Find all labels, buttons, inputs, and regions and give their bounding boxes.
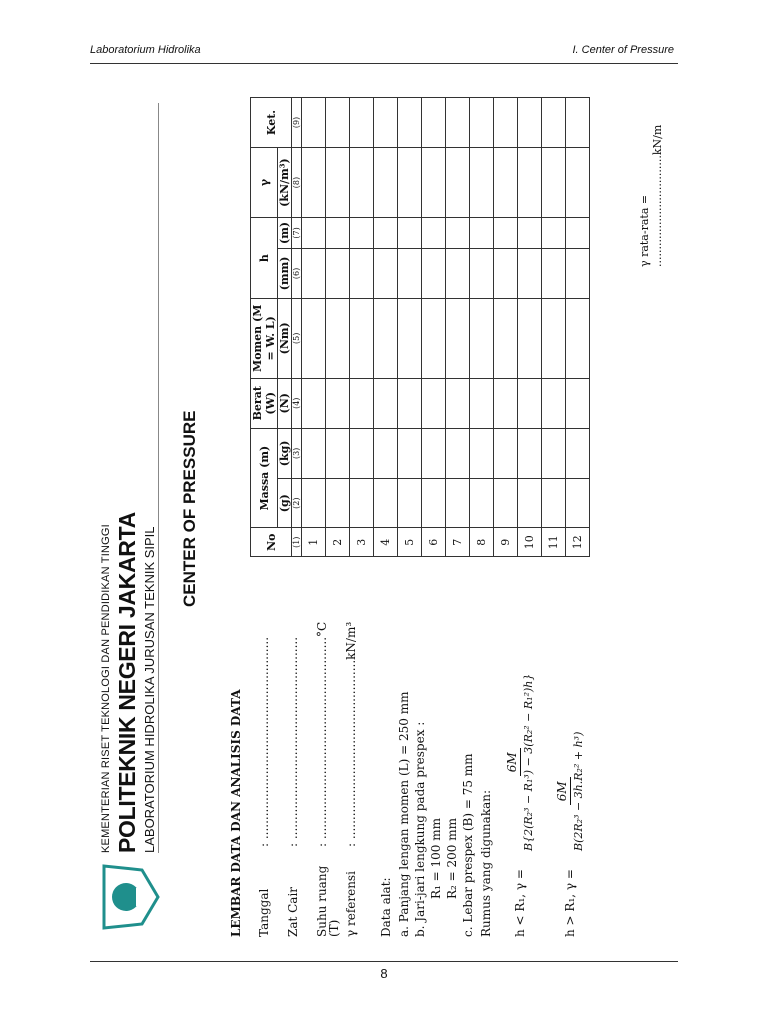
form-section	[230, 602, 592, 937]
data-cell[interactable]	[374, 218, 398, 249]
unit-knm3: (kN/m³)	[278, 148, 292, 218]
data-cell[interactable]	[398, 478, 422, 528]
running-header-right: I. Center of Pressure	[572, 44, 674, 56]
unit-nm: (Nm)	[278, 299, 292, 379]
col-h: h	[251, 218, 278, 299]
table-row	[374, 98, 398, 557]
table-row	[398, 98, 422, 557]
data-cell[interactable]	[422, 299, 446, 379]
data-cell[interactable]	[566, 478, 590, 528]
data-cell[interactable]	[494, 428, 518, 478]
data-cell[interactable]	[326, 148, 350, 218]
data-cell[interactable]	[422, 248, 446, 298]
row-number: 1	[302, 528, 326, 557]
data-cell[interactable]	[446, 299, 470, 379]
data-cell[interactable]	[350, 148, 374, 218]
data-table	[250, 97, 590, 557]
field-tanggal: Tanggal : .....................................................	[257, 636, 271, 937]
data-cell[interactable]	[374, 478, 398, 528]
polytechnic-logo	[98, 862, 162, 932]
formula-title: Rumus yang digunakan:	[479, 789, 493, 937]
section-title: LEMBAR DATA DAN ANALISIS DATA	[229, 689, 243, 937]
field-zat-cair: Zat Cair : .....................................................	[286, 636, 300, 937]
data-cell[interactable]	[446, 148, 470, 218]
data-cell[interactable]	[446, 98, 470, 148]
col-no: No	[251, 528, 292, 557]
item-r2: R₂ = 200 mm	[445, 817, 459, 899]
data-cell[interactable]	[470, 428, 494, 478]
data-cell[interactable]	[494, 98, 518, 148]
data-cell[interactable]	[518, 428, 542, 478]
data-cell[interactable]	[350, 478, 374, 528]
data-cell[interactable]	[566, 148, 590, 218]
data-cell[interactable]	[542, 148, 566, 218]
data-cell[interactable]	[398, 378, 422, 428]
footer-rule	[90, 961, 678, 962]
data-cell[interactable]	[566, 248, 590, 298]
data-cell[interactable]	[470, 299, 494, 379]
title-rule	[158, 103, 159, 853]
data-cell[interactable]	[446, 248, 470, 298]
row-number: 11	[542, 528, 566, 557]
col-massa: Massa (m)	[251, 428, 278, 528]
data-cell[interactable]	[542, 378, 566, 428]
data-cell[interactable]	[398, 248, 422, 298]
page-number: 8	[380, 966, 388, 981]
data-cell[interactable]	[494, 378, 518, 428]
running-header-left: Laboratorium Hidrolika	[90, 44, 201, 56]
row-number: 12	[566, 528, 590, 557]
data-cell[interactable]	[494, 248, 518, 298]
data-cell[interactable]	[446, 478, 470, 528]
data-cell[interactable]	[518, 248, 542, 298]
data-cell[interactable]	[566, 218, 590, 249]
unit-mm: (mm)	[278, 248, 292, 298]
data-cell[interactable]	[398, 218, 422, 249]
data-cell[interactable]	[302, 98, 326, 148]
data-alat-title: Data alat:	[379, 877, 393, 937]
data-cell[interactable]	[350, 299, 374, 379]
item-r1: R₁ = 100 mm	[429, 817, 443, 899]
table-row	[566, 98, 590, 557]
data-cell[interactable]	[518, 299, 542, 379]
row-number: 8	[470, 528, 494, 557]
data-cell[interactable]	[542, 98, 566, 148]
rotated-data-sheet	[90, 97, 664, 937]
data-cell[interactable]	[494, 148, 518, 218]
data-cell[interactable]	[350, 248, 374, 298]
data-cell[interactable]	[422, 98, 446, 148]
data-cell[interactable]	[542, 218, 566, 249]
unit-kg: (kg)	[278, 428, 292, 478]
table-row	[422, 98, 446, 557]
item-panjang-lengan: a. Panjang lengan momen (L) = 250 mm	[397, 691, 411, 937]
gamma-average: γ rata-rata = ................................kN/m	[638, 124, 664, 267]
data-cell[interactable]	[302, 378, 326, 428]
data-cell[interactable]	[398, 98, 422, 148]
ministry-name: KEMENTERIAN RISET TEKNOLOGI DAN PENDIDIKAN TINGGI	[100, 524, 112, 853]
col-momen: Momen (M = W. L)	[251, 299, 278, 379]
data-cell[interactable]	[494, 299, 518, 379]
data-cell[interactable]	[566, 98, 590, 148]
table-row	[518, 98, 542, 557]
field-gamma-referensi: γ referensi : ...............................................kN/m³	[344, 621, 358, 937]
data-cell[interactable]	[542, 248, 566, 298]
data-cell[interactable]	[302, 428, 326, 478]
data-cell[interactable]	[470, 218, 494, 249]
table-row	[446, 98, 470, 557]
header-rule	[90, 63, 678, 64]
data-cell[interactable]	[518, 218, 542, 249]
table-row	[326, 98, 350, 557]
row-number: 9	[494, 528, 518, 557]
data-cell[interactable]	[326, 98, 350, 148]
formula-h-less-r1: h < R₁, γ = 6M B{2(R₂³ − R₁³) − 3(R₂² − R₁²)h}	[505, 673, 535, 937]
data-cell[interactable]	[422, 378, 446, 428]
data-cell[interactable]	[326, 248, 350, 298]
data-cell[interactable]	[422, 478, 446, 528]
data-cell[interactable]	[350, 98, 374, 148]
field-suhu-ruang: Suhu ruang (T) : .....................................................°C	[315, 621, 341, 937]
table-row	[350, 98, 374, 557]
col-berat: Berat (W)	[251, 378, 278, 428]
table-row	[302, 98, 326, 557]
data-cell[interactable]	[350, 428, 374, 478]
row-number: 3	[350, 528, 374, 557]
data-cell[interactable]	[398, 299, 422, 379]
data-cell[interactable]	[446, 428, 470, 478]
data-cell[interactable]	[422, 428, 446, 478]
item-jari-jari: b. Jari-jari lengkung pada prespex :	[413, 721, 427, 937]
data-cell[interactable]	[518, 478, 542, 528]
data-cell[interactable]	[470, 478, 494, 528]
data-cell[interactable]	[326, 299, 350, 379]
data-cell[interactable]	[326, 478, 350, 528]
table-row	[470, 98, 494, 557]
data-cell[interactable]	[422, 148, 446, 218]
institution-name: POLITEKNIK NEGERI JAKARTA	[114, 512, 140, 853]
row-number: 7	[446, 528, 470, 557]
row-number: 5	[398, 528, 422, 557]
data-cell[interactable]	[326, 378, 350, 428]
data-cell[interactable]	[326, 428, 350, 478]
data-cell[interactable]	[302, 148, 326, 218]
data-cell[interactable]	[374, 248, 398, 298]
data-cell[interactable]	[470, 98, 494, 148]
data-cell[interactable]	[374, 378, 398, 428]
row-number: 6	[422, 528, 446, 557]
formula-h-greater-r1: h > R₁, γ = 6M B(2R₂³ − 3h.R₂² + h³)	[555, 731, 585, 937]
data-cell[interactable]	[350, 378, 374, 428]
data-cell[interactable]	[350, 218, 374, 249]
data-cell[interactable]	[374, 299, 398, 379]
table-row	[494, 98, 518, 557]
document-title: CENTER OF PRESSURE	[180, 410, 199, 607]
col-ket: Ket.	[251, 98, 292, 148]
unit-g: (g)	[278, 478, 292, 528]
data-cell[interactable]	[374, 98, 398, 148]
data-cell[interactable]	[302, 299, 326, 379]
data-cell[interactable]	[470, 148, 494, 218]
data-cell[interactable]	[566, 299, 590, 379]
data-cell[interactable]	[518, 378, 542, 428]
data-cell[interactable]	[302, 248, 326, 298]
col-gamma: γ	[251, 148, 278, 218]
data-cell[interactable]	[518, 98, 542, 148]
data-cell[interactable]	[398, 148, 422, 218]
data-cell[interactable]	[374, 148, 398, 218]
table-row	[542, 98, 566, 557]
data-cell[interactable]	[302, 478, 326, 528]
data-cell[interactable]	[542, 428, 566, 478]
row-number: 2	[326, 528, 350, 557]
data-cell[interactable]	[422, 218, 446, 249]
data-cell[interactable]	[494, 218, 518, 249]
data-cell[interactable]	[470, 248, 494, 298]
data-cell[interactable]	[446, 378, 470, 428]
data-cell[interactable]	[566, 378, 590, 428]
data-cell[interactable]	[302, 218, 326, 249]
item-lebar-prespex: c. Lebar prespex (B) = 75 mm	[461, 753, 475, 937]
data-cell[interactable]	[446, 218, 470, 249]
data-cell[interactable]	[326, 218, 350, 249]
unit-n: (N)	[278, 378, 292, 428]
data-cell[interactable]	[374, 428, 398, 478]
data-cell[interactable]	[470, 378, 494, 428]
row-number: 4	[374, 528, 398, 557]
lab-name: LABORATORIUM HIDROLIKA JURUSAN TEKNIK SIPIL	[142, 526, 157, 853]
data-cell[interactable]	[566, 428, 590, 478]
data-cell[interactable]	[398, 428, 422, 478]
column-number-row: (1) (2) (3) (4) (5) (6) (7) (8) (9)	[292, 98, 302, 557]
data-cell[interactable]	[542, 299, 566, 379]
data-cell[interactable]	[518, 148, 542, 218]
data-cell[interactable]	[542, 478, 566, 528]
row-number: 10	[518, 528, 542, 557]
unit-m: (m)	[278, 218, 292, 249]
data-cell[interactable]	[494, 478, 518, 528]
